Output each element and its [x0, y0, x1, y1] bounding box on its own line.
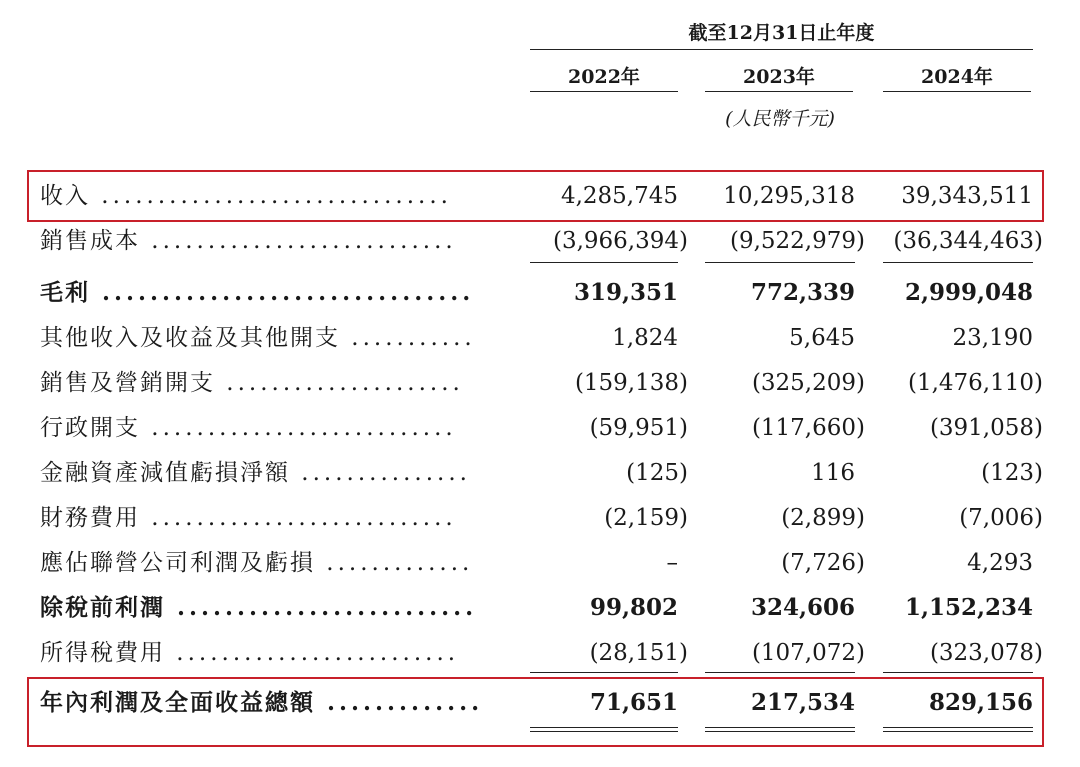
leader-dots: ...........................	[140, 415, 457, 441]
value-cell: 23,190	[952, 325, 1033, 351]
value-cell: 10,295,318	[723, 183, 855, 209]
value-cell: 99,802	[589, 594, 678, 621]
value-cell: 829,156	[928, 689, 1033, 716]
value-cell: (323,078)	[929, 640, 1043, 666]
row-label	[40, 496, 495, 540]
value-cell: (28,151)	[589, 640, 688, 666]
value-cell: 71,651	[589, 689, 678, 716]
value-cell: (391,058)	[929, 415, 1043, 441]
row-label	[40, 451, 495, 495]
value-cell: 1,824	[612, 325, 678, 351]
leader-dots: ...........	[340, 325, 476, 351]
year-rule	[883, 91, 1031, 92]
subtotal-rule	[883, 672, 1033, 673]
leader-dots: .............	[315, 550, 474, 576]
row-label-text: 其他收入及收益及其他開支	[40, 325, 340, 351]
value-cell: 4,293	[967, 550, 1033, 576]
row-label	[40, 316, 495, 360]
row-label	[40, 541, 495, 585]
row-label	[40, 361, 495, 405]
value-cell: (107,072)	[751, 640, 865, 666]
value-cell: 1,152,234	[904, 594, 1033, 621]
value-cell: (7,006)	[959, 505, 1043, 531]
year-2022-header: 2022年	[568, 66, 640, 88]
value-cell: (3,966,394)	[552, 228, 688, 254]
leader-dots: ...........................	[140, 505, 457, 531]
leader-dots: .............	[315, 689, 484, 716]
leader-dots: ...........................	[140, 228, 457, 254]
period-title: 截至12月31日止年度	[688, 22, 875, 44]
value-cell: 2,999,048	[904, 279, 1033, 306]
highlight-box	[27, 170, 1044, 222]
value-cell: 116	[811, 460, 855, 486]
row-label-text: 年內利潤及全面收益總額	[40, 689, 315, 716]
value-cell: 319,351	[573, 279, 678, 306]
leader-dots: ...............	[290, 460, 471, 486]
row-label-text: 應佔聯營公司利潤及虧損	[40, 550, 315, 576]
value-cell: (1,476,110)	[907, 370, 1043, 396]
row-label	[40, 631, 495, 675]
subtotal-rule	[705, 262, 855, 263]
row-label	[40, 271, 495, 315]
leader-dots: ...............................	[90, 183, 452, 209]
value-cell: (125)	[626, 460, 688, 486]
value-cell: (2,899)	[781, 505, 865, 531]
value-cell: 217,534	[750, 689, 855, 716]
value-cell: 772,339	[750, 279, 855, 306]
period-rule	[530, 49, 1033, 50]
row-label	[40, 586, 495, 630]
row-label	[40, 406, 495, 450]
row-label-text: 收入	[40, 183, 90, 209]
subtotal-rule	[530, 672, 678, 673]
row-label	[40, 219, 495, 263]
subtotal-rule	[705, 672, 855, 673]
value-cell: –	[666, 550, 678, 576]
row-label-text: 所得稅費用	[40, 640, 165, 666]
value-cell: (7,726)	[781, 550, 865, 576]
year-2024-header: 2024年	[921, 66, 993, 88]
row-label-text: 銷售成本	[40, 228, 140, 254]
leader-dots: .....................	[215, 370, 464, 396]
value-cell: (159,138)	[574, 370, 688, 396]
value-cell: 324,606	[750, 594, 855, 621]
highlight-box	[27, 677, 1044, 747]
leader-dots: .........................	[165, 640, 460, 666]
row-label-text: 財務費用	[40, 505, 140, 531]
row-label-text: 銷售及營銷開支	[40, 370, 215, 396]
value-cell: (325,209)	[751, 370, 865, 396]
value-cell: (36,344,463)	[893, 228, 1043, 254]
value-cell: (9,522,979)	[729, 228, 865, 254]
row-label-text: 除稅前利潤	[40, 594, 165, 621]
value-cell: 4,285,745	[560, 183, 678, 209]
leader-dots: ...............................	[90, 279, 475, 306]
year-rule	[530, 91, 678, 92]
subtotal-rule	[883, 262, 1033, 263]
value-cell: (117,660)	[751, 415, 865, 441]
subtotal-rule	[530, 262, 678, 263]
value-cell: (59,951)	[589, 415, 688, 441]
value-cell: 5,645	[789, 325, 855, 351]
value-cell: (2,159)	[604, 505, 688, 531]
row-label-text: 毛利	[40, 279, 90, 306]
value-cell: 39,343,511	[901, 183, 1033, 209]
year-2023-header: 2023年	[743, 66, 815, 88]
leader-dots: .........................	[165, 594, 478, 621]
currency-unit: (人民幣千元)	[725, 108, 835, 130]
year-rule	[705, 91, 853, 92]
row-label-text: 行政開支	[40, 415, 140, 441]
row-label-text: 金融資產減值虧損淨額	[40, 460, 290, 486]
value-cell: (123)	[981, 460, 1043, 486]
